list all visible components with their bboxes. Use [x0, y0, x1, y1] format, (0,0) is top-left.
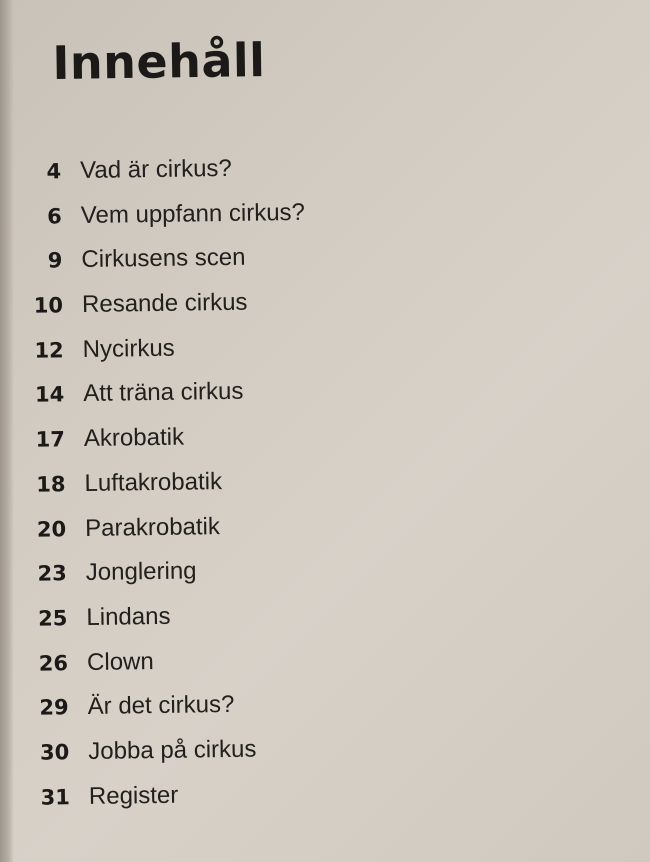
toc-page-number: 17 [35, 427, 66, 452]
page-title: Innehåll [51, 33, 266, 90]
toc-entry-title: Akrobatik [83, 423, 185, 453]
toc-entry-title: Register [88, 781, 179, 810]
toc-entry-title: Vad är cirkus? [80, 154, 232, 184]
toc-page-number: 26 [38, 650, 69, 676]
table-of-contents [0, 149, 650, 828]
toc-page-number: 4 [46, 159, 62, 184]
toc-page-number: 12 [34, 337, 64, 363]
toc-page-number: 20 [36, 516, 67, 542]
toc-entry-title: Nycirkus [82, 334, 175, 363]
toc-entry-title: Lindans [86, 602, 171, 631]
toc-page-number: 30 [39, 740, 70, 765]
toc-entry-title: Resande cirkus [81, 288, 248, 319]
toc-entry-title: Att träna cirkus [83, 378, 244, 408]
toc-page-number: 23 [37, 561, 67, 586]
toc-entry [9, 775, 650, 829]
toc-entry-title: Vem uppfann cirkus? [80, 198, 306, 229]
toc-entry-title: Luftakrobatik [84, 467, 223, 497]
toc-entry-title: Är det cirkus? [87, 691, 235, 721]
toc-page-number: 25 [38, 606, 68, 631]
toc-page-number: 9 [47, 248, 63, 273]
toc-page-number: 6 [47, 203, 62, 229]
toc-page-number: 10 [33, 293, 64, 318]
toc-page-number: 14 [34, 382, 65, 408]
toc-entry-title: Jonglering [85, 557, 197, 587]
toc-entry-title: Cirkusens scen [81, 244, 246, 274]
toc-entry-title: Clown [86, 647, 154, 676]
toc-entry-title: Parakrobatik [84, 512, 221, 542]
toc-page-number: 29 [39, 695, 69, 720]
toc-page-number: 18 [36, 472, 66, 497]
toc-entry-title: Jobba på cirkus [88, 735, 257, 765]
toc-page-number: 31 [40, 784, 71, 810]
